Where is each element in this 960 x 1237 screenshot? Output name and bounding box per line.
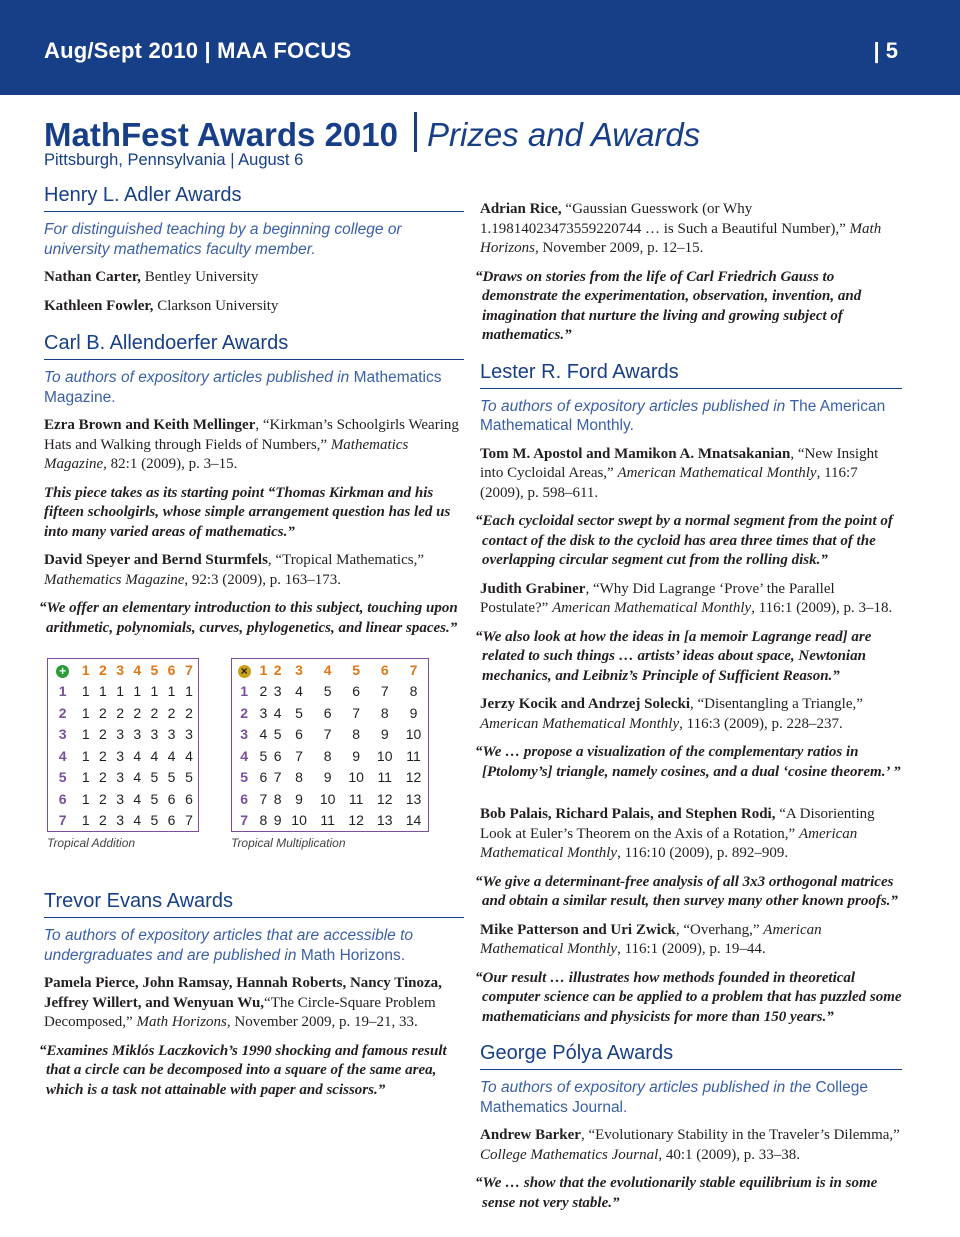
polya-description: To authors of expository articles published in the College Mathematics Journal. xyxy=(480,1079,869,1116)
polya-quote-1: “We … show that the evolutionarily stable equilibrium is in some sense not very stable.” xyxy=(475,1175,878,1211)
table-cell: 2 xyxy=(133,704,142,721)
table-cell: 1 xyxy=(185,683,193,700)
table-row-header: 3 xyxy=(240,726,249,743)
table-row-header: 2 xyxy=(240,704,249,721)
rice-quote: “Draws on stories from the life of Carl Friedrich Gauss to demonstrate the experimentation, observation, invention, and imagination that nurture the living and growing subject of mathematics.” xyxy=(475,268,862,343)
table-cell: 5 xyxy=(273,726,282,743)
table-header-row xyxy=(232,659,429,681)
operator-icon: + xyxy=(48,659,78,681)
table-cell: 3 xyxy=(133,726,142,743)
table-cell: 1 xyxy=(81,790,90,807)
table-cell: 14 xyxy=(405,812,422,829)
evans-heading: Trevor Evans Awards xyxy=(44,888,464,918)
table-cell: 8 xyxy=(380,704,389,721)
table-cell: 3 xyxy=(116,769,124,786)
table-cell: 4 xyxy=(150,747,159,764)
ford-entry-2: Judith Grabiner, “Why Did Lagrange ‘Prove’ the Parallel Postulate?” American Mathematical Monthly, 116:1 (2009), p. 3–18. xyxy=(480,580,893,616)
table-cell: 9 xyxy=(409,704,418,721)
ford-entry-5: Mike Patterson and Uri Zwick, “Overhang,” American Mathematical Monthly, 116:1 (2009), p. 19–44. xyxy=(480,921,822,957)
table-cell: 10 xyxy=(348,769,364,786)
table-row xyxy=(232,745,429,767)
table-cell: 11 xyxy=(320,812,335,829)
table-row-header: 5 xyxy=(240,769,249,786)
table-cell: 1 xyxy=(167,683,176,700)
evans-entry-1: Pamela Pierce, John Ramsay, Hannah Roberts, Nancy Tinoza, Jeffrey Willert, and Wenyuan Wu,“The Circle-Square Problem Decomposed,” Math Horizons, November 2009, p. 19–21, 33. xyxy=(44,975,442,1030)
table-row-header: 2 xyxy=(58,704,67,721)
table-row xyxy=(48,745,199,767)
table-cell: 2 xyxy=(99,704,107,721)
ford-quote-5: “Our result … illustrates how methods founded in theoretical computer science can be applied to a problem that has puzzled some mathematicians and physicists for more than 150 years.” xyxy=(475,969,902,1025)
table-cell: 5 xyxy=(150,812,159,829)
table-row-header: 3 xyxy=(58,726,67,743)
allendoerfer-quote-1: This piece takes as its starting point “Thomas Kirkman and his fifteen schoolgirls, whose simple arrangement question has led us into many varied areas of mathematics.” xyxy=(44,484,451,540)
table-cell: 2 xyxy=(116,704,124,721)
table-cell: 10 xyxy=(319,790,336,807)
table-cell: 1 xyxy=(150,683,159,700)
winner-institution: Clarkson University xyxy=(153,297,279,314)
table-cell: 4 xyxy=(273,704,282,721)
table-cell: 3 xyxy=(273,683,282,700)
table-cell: 7 xyxy=(380,683,389,700)
page-number: | 5 xyxy=(873,38,898,63)
table-header-row xyxy=(48,659,199,681)
table-cell: 2 xyxy=(185,704,193,721)
table-cell: 2 xyxy=(259,683,268,700)
table-row-header: 4 xyxy=(58,747,67,764)
table-cell: 5 xyxy=(323,683,332,700)
table-cell: 2 xyxy=(99,726,107,743)
ford-quote-1: “Each cycloidal sector swept by a normal segment from the point of contact of the disk to the cycloid has area three times that of the overlapping circular segment cut from the rolling disk.” xyxy=(475,513,893,568)
table-cell: 6 xyxy=(352,683,361,700)
table-row xyxy=(232,767,429,789)
winner-name: Nathan Carter, xyxy=(44,269,141,285)
table-cell: 8 xyxy=(295,769,303,786)
table-col-header: 7 xyxy=(185,661,193,678)
header-banner xyxy=(0,0,960,95)
allendoerfer-quote-2: “We offer an elementary introduction to this subject, touching upon arithmetic, polynomials, curves, phylogenetics, and linear spaces.” xyxy=(39,600,458,636)
table-col-header: 6 xyxy=(167,661,176,678)
table-cell: 5 xyxy=(295,704,303,721)
table-cell: 12 xyxy=(376,790,393,807)
table-cell: 4 xyxy=(259,726,268,743)
table-cell: 1 xyxy=(81,726,90,743)
table-cell: 10 xyxy=(376,747,393,764)
table-cell: 5 xyxy=(259,747,268,764)
table-cell: 3 xyxy=(167,726,176,743)
table-cell: 12 xyxy=(348,812,364,829)
left-column xyxy=(39,182,464,1109)
table-row xyxy=(48,724,199,746)
table-cell: 10 xyxy=(405,726,422,743)
table-row xyxy=(232,702,429,724)
operator-icon: × xyxy=(232,659,257,681)
table-row xyxy=(48,681,199,703)
table-col-header: 4 xyxy=(323,661,332,678)
table-cell: 3 xyxy=(116,812,124,829)
table-cell: 3 xyxy=(259,704,268,721)
ford-entry-3: Jerzy Kocik and Andrzej Solecki, “Disentangling a Triangle,” American Mathematical Monthly, 116:3 (2009), p. 228–237. xyxy=(480,696,863,732)
table-cell: 9 xyxy=(380,726,389,743)
table-cell: 1 xyxy=(116,683,124,700)
table-cell: 3 xyxy=(116,790,124,807)
table-col-header: 4 xyxy=(133,661,142,678)
page-title xyxy=(44,112,700,154)
table-cell: 6 xyxy=(273,747,282,764)
winner-name: Kathleen Fowler, xyxy=(44,297,154,314)
title-sub: Prizes and Awards xyxy=(426,116,701,153)
event-location: Pittsburgh, Pennsylvania | August 6 xyxy=(44,151,304,169)
table-row-header: 1 xyxy=(240,683,249,700)
table-col-header: 1 xyxy=(259,661,268,678)
table-cell: 4 xyxy=(133,769,142,786)
table-col-header: 5 xyxy=(150,661,159,678)
table-cell: 2 xyxy=(99,812,107,829)
evans-quote-1: “Examines Miklós Laczkovich’s 1990 shocking and famous result that a circle can be decomposed into a square of the same area, which is a task not attainable with paper and scissors.” xyxy=(39,1042,447,1098)
table-cell: 6 xyxy=(167,790,176,807)
ford-quote-2: “We also look at how the ideas in [a memoir Lagrange read] are related to such things … artists’ ideas about space, Newtonian mechanics, and Leibniz’s Principle of Sufficient Reason.” xyxy=(475,628,872,684)
table-cell: 6 xyxy=(185,790,193,807)
table-cell: 4 xyxy=(133,747,142,764)
table-cell: 2 xyxy=(99,790,107,807)
table-row-header: 6 xyxy=(240,790,249,807)
table-row xyxy=(48,810,199,832)
table-cell: 8 xyxy=(352,726,361,743)
table-cell: 9 xyxy=(323,769,332,786)
table-col-header: 6 xyxy=(380,661,389,678)
table-row-header: 4 xyxy=(240,747,249,764)
tropical-addition-table xyxy=(47,658,199,832)
table-cell: 1 xyxy=(81,812,90,829)
ford-heading: Lester R. Ford Awards xyxy=(480,359,902,389)
table-row xyxy=(48,702,199,724)
table-cell: 5 xyxy=(150,790,159,807)
table-cell: 3 xyxy=(116,726,124,743)
table-cell: 12 xyxy=(405,769,422,786)
winner-institution: Bentley University xyxy=(140,269,259,285)
table-cell: 1 xyxy=(81,683,90,700)
table-cell: 11 xyxy=(348,790,364,807)
table-row-header: 6 xyxy=(58,790,67,807)
table-cell: 7 xyxy=(295,747,303,764)
adler-heading: Henry L. Adler Awards xyxy=(44,182,464,212)
table-cell: 1 xyxy=(81,747,90,764)
table-cell: 7 xyxy=(323,726,332,743)
table-cell: 13 xyxy=(405,790,422,807)
table-row xyxy=(48,788,199,810)
ford-quote-4: “We give a determinant-free analysis of all 3x3 orthogonal matrices and obtain a similar result, then survey many other known proofs.” xyxy=(475,873,898,909)
table-cell: 7 xyxy=(273,769,282,786)
table-cell: 3 xyxy=(185,726,193,743)
table-cell: 4 xyxy=(295,683,303,700)
table-cell: 1 xyxy=(81,769,90,786)
table-col-header: 2 xyxy=(99,661,107,678)
ford-description: To authors of expository articles published in The American Mathematical Monthly. xyxy=(480,397,886,434)
allendoerfer-entry-2: David Speyer and Bernd Sturmfels, “Tropical Mathematics,” Mathematics Magazine, 92:3 (2009), p. 163–173. xyxy=(44,552,424,588)
issue-label: Aug/Sept 2010 | MAA FOCUS xyxy=(44,38,352,63)
table-cell: 9 xyxy=(295,790,303,807)
table-cell: 5 xyxy=(167,769,176,786)
ford-entry-4: Bob Palais, Richard Palais, and Stephen Rodi, “A Disorienting Look at Euler’s Theorem on the Axis of a Rotation,” American Mathematical Monthly, 116:10 (2009), p. 892–909. xyxy=(480,806,875,861)
allendoerfer-description: To authors of expository articles published in Mathematics Magazine. xyxy=(44,369,442,406)
table-cell: 7 xyxy=(352,704,361,721)
table-cell: 10 xyxy=(291,812,307,829)
table-col-header: 7 xyxy=(409,661,418,678)
table-cell: 4 xyxy=(133,790,142,807)
evans-description: To authors of expository articles that are accessible to undergraduates and are published in Math Horizons. xyxy=(44,927,414,964)
ford-quote-3: “We … propose a visualization of the complementary ratios in [Ptolomy’s] triangle, namely cosines, and a dual ‘cosine theorem.’ ” xyxy=(475,744,901,780)
table-col-header: 1 xyxy=(81,661,90,678)
right-column xyxy=(475,200,902,1222)
table-row xyxy=(232,681,429,703)
table-cell: 7 xyxy=(185,812,193,829)
table-cell: 8 xyxy=(323,747,332,764)
table-cell: 9 xyxy=(273,812,282,829)
table-row xyxy=(232,788,429,810)
table-cell: 6 xyxy=(323,704,332,721)
allendoerfer-entry-1: Ezra Brown and Keith Mellinger, “Kirkman’s Schoolgirls Wearing Hats and Walking through Fields of Numbers,” Mathematics Magazine, 82:1 (2009), p. 3–15. xyxy=(44,417,459,472)
table-row xyxy=(232,724,429,746)
table-row-header: 1 xyxy=(58,683,67,700)
table-cell: 9 xyxy=(352,747,361,764)
table-cell: 8 xyxy=(273,790,282,807)
table-cell: 5 xyxy=(185,769,193,786)
table-cell: 6 xyxy=(259,769,268,786)
title-main: MathFest Awards 2010 xyxy=(44,116,398,153)
ford-entry-1: Tom M. Apostol and Mamikon A. Mnatsakanian, “New Insight into Cycloidal Areas,” American Mathematical Monthly, 116:7 (2009), p. 598–611. xyxy=(480,445,879,501)
table-col-header: 5 xyxy=(352,661,361,678)
table-col-header: 2 xyxy=(273,661,282,678)
table-cell: 6 xyxy=(167,812,176,829)
table-cell: 8 xyxy=(259,812,268,829)
title-divider xyxy=(414,112,417,152)
polya-heading: George Pólya Awards xyxy=(480,1040,902,1070)
tropical-multiplication-table xyxy=(231,658,429,832)
table-cell: 2 xyxy=(167,704,176,721)
table-cell: 3 xyxy=(116,747,124,764)
table-row-header: 7 xyxy=(58,812,67,829)
table-row-header: 7 xyxy=(240,812,249,829)
table-cell: 2 xyxy=(150,704,159,721)
table-cell: 7 xyxy=(259,790,268,807)
table-cell: 11 xyxy=(377,769,392,786)
adler-winner-1 xyxy=(44,268,464,288)
table-cell: 3 xyxy=(150,726,159,743)
tropical-addition xyxy=(47,658,199,850)
allendoerfer-heading: Carl B. Allendoerfer Awards xyxy=(44,330,464,360)
table-row xyxy=(48,767,199,789)
table-row-header: 5 xyxy=(58,769,67,786)
table-cell: 1 xyxy=(133,683,142,700)
table-cell: 1 xyxy=(99,683,107,700)
tropical-addition-caption: Tropical Addition xyxy=(47,836,136,850)
tropical-multiplication-caption: Tropical Multiplication xyxy=(231,836,346,850)
table-cell: 4 xyxy=(185,747,193,764)
adler-winner-2 xyxy=(44,297,464,317)
adler-description: For distinguished teaching by a beginning college or university mathematics faculty member. xyxy=(44,221,402,258)
table-row xyxy=(232,810,429,832)
table-cell: 11 xyxy=(406,747,421,764)
table-cell: 5 xyxy=(150,769,159,786)
polya-entry-1: Andrew Barker, “Evolutionary Stability in the Traveler’s Dilemma,” College Mathematics Journal, 40:1 (2009), p. 33–38. xyxy=(480,1127,900,1163)
rice-entry: Adrian Rice, “Gaussian Guesswork (or Why 1.19814023473559220744 … is Such a Beautiful Number),” Math Horizons, November 2009, p. 12–15. xyxy=(480,201,882,256)
table-cell: 1 xyxy=(81,704,90,721)
table-cell: 6 xyxy=(295,726,303,743)
table-cell: 2 xyxy=(99,769,107,786)
table-cell: 13 xyxy=(376,812,393,829)
table-col-header: 3 xyxy=(295,661,303,678)
table-cell: 8 xyxy=(409,683,418,700)
table-cell: 2 xyxy=(99,747,107,764)
table-cell: 4 xyxy=(167,747,176,764)
tropical-tables xyxy=(44,658,464,886)
tropical-multiplication xyxy=(231,658,429,850)
table-cell: 4 xyxy=(133,812,142,829)
table-col-header: 3 xyxy=(116,661,124,678)
